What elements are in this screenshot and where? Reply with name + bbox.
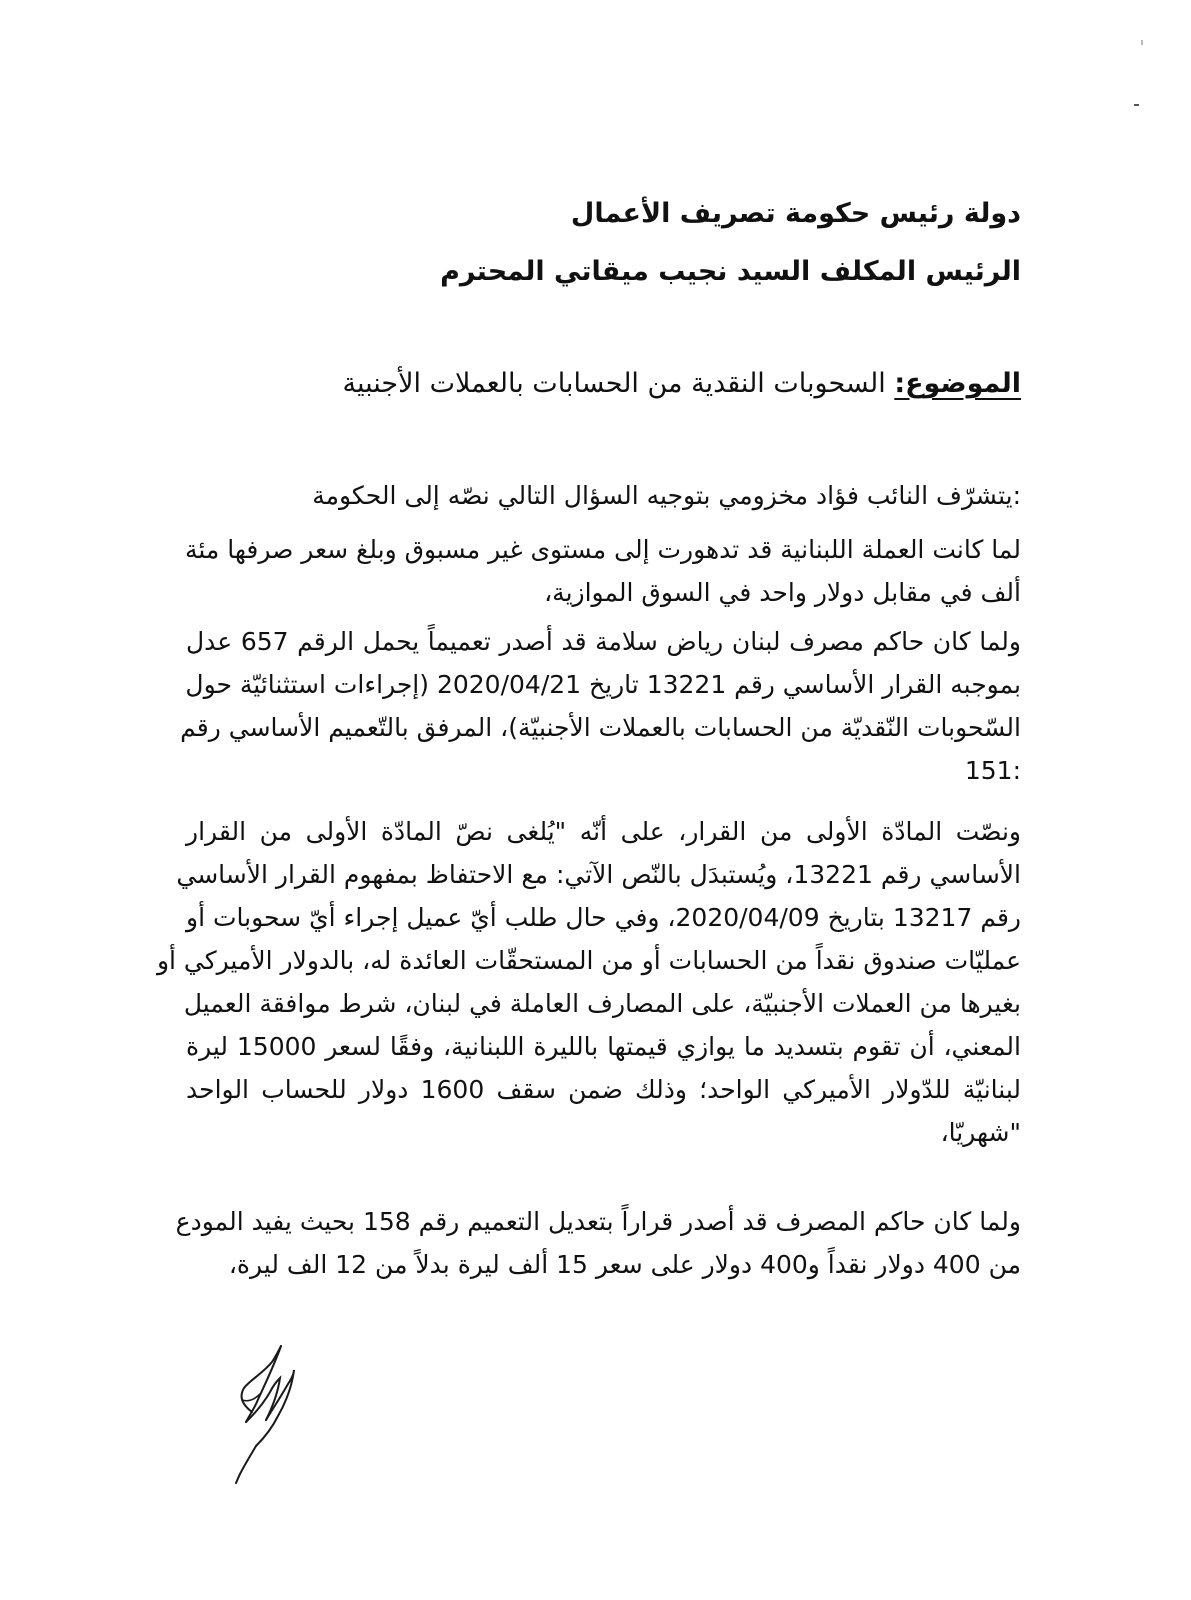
paragraph-line: عمليّات صندوق نقداً من الحسابات أو من المستحقّات العائدة له، بالدولار الأميركي أو bbox=[156, 946, 1021, 975]
addressee-name: الرئيس المكلف السيد نجيب ميقاتي المحترم bbox=[440, 256, 1021, 287]
scan-mark bbox=[1141, 40, 1143, 45]
paragraph-line: من 400 دولار نقداً و400 دولار على سعر 15 ألف ليرة بدلاً من 12 الف ليرة، bbox=[228, 1250, 1021, 1279]
scan-mark bbox=[1134, 104, 1139, 106]
paragraph-line: "شهريّا، bbox=[940, 1118, 1021, 1147]
paragraph-line: المعني، أن تقوم بتسديد ما يوازي قيمتها بالليرة اللبنانية، وفقًا لسعر 15000 ليرة bbox=[186, 1032, 1021, 1061]
paragraph-line: لما كانت العملة اللبنانية قد تدهورت إلى مستوى غير مسبوق وبلغ سعر صرفها مئة bbox=[184, 535, 1021, 564]
paragraph-line: لبنانيّة للدّولار الأميركي الواحد؛ وذلك ضمن سقف 1600 دولار للحساب الواحد bbox=[186, 1075, 1021, 1104]
subject-text: السحوبات النقدية من الحسابات بالعملات الأجنبية bbox=[342, 368, 895, 399]
paragraph-1 bbox=[186, 528, 1021, 614]
paragraph-line: ولما كان حاكم المصرف قد أصدر قراراً بتعديل التعميم رقم 158 بحيث يفيد المودع bbox=[175, 1207, 1021, 1236]
paragraph-line: رقم 13217 بتاريخ 2020/04/09، وفي حال طلب أيّ عميل إجراء أيّ سحوبات أو bbox=[186, 903, 1022, 932]
paragraph-line: :151 bbox=[964, 756, 1021, 785]
paragraph-line: بموجبه القرار الأساسي رقم 13221 تاريخ 2020/04/21 (إجراءات استثنائيّة حول bbox=[185, 670, 1021, 699]
paragraph-4 bbox=[175, 1200, 1021, 1286]
paragraph-line: السّحوبات النّقديّة من الحسابات بالعملات الأجنبيّة)، المرفق بالتّعميم الأساسي رقم bbox=[180, 713, 1021, 742]
paragraph-line: ألف في مقابل دولار واحد في السوق الموازية، bbox=[544, 578, 1021, 607]
paragraph-2 bbox=[180, 620, 1021, 792]
paragraph-3 bbox=[156, 810, 1022, 1154]
intro-line: :يتشرّف النائب فؤاد مخزومي بتوجيه السؤال التالي نصّه إلى الحكومة bbox=[312, 481, 1021, 510]
subject-label: الموضوع: bbox=[894, 368, 1021, 399]
addressee-title: دولة رئيس حكومة تصريف الأعمال bbox=[570, 198, 1021, 229]
paragraph-line: ولما كان حاكم مصرف لبنان رياض سلامة قد أصدر تعميماً يحمل الرقم 657 عدل bbox=[186, 627, 1021, 656]
handwritten-signature bbox=[222, 1340, 312, 1490]
paragraph-line: ونصّت المادّة الأولى من القرار، على أنّه "يُلغى نصّ المادّة الأولى من القرار bbox=[186, 817, 1021, 846]
paragraph-line: بغيرها من العملات الأجنبيّة، على المصارف العاملة في لبنان، شرط موافقة العميل bbox=[183, 989, 1021, 1018]
paragraph-line: الأساسي رقم 13221، ويُستبدَل بالنّص الآتي: مع الاحتفاظ بمفهوم القرار الأساسي bbox=[176, 860, 1021, 889]
subject-line bbox=[171, 366, 1021, 402]
